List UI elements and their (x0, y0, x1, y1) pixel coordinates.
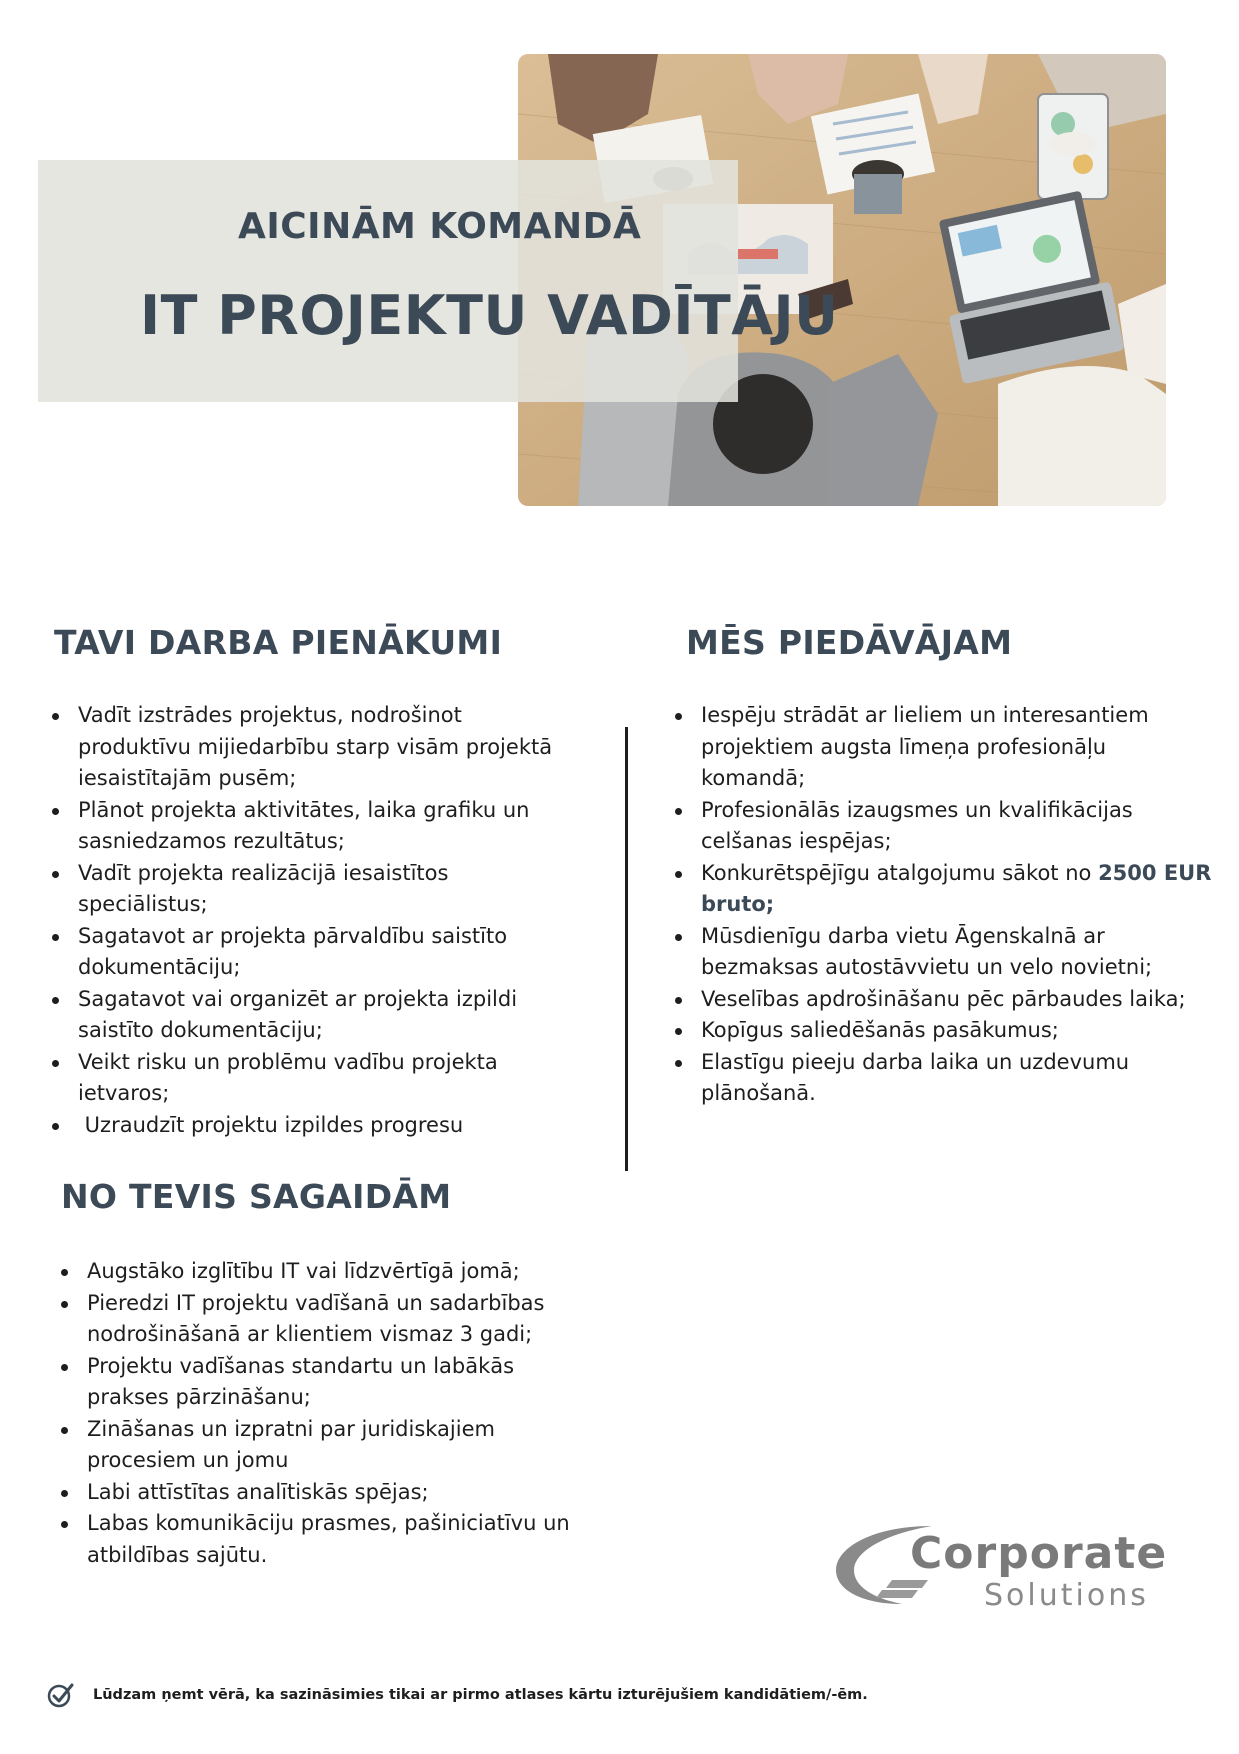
logo-word-solutions: Solutions (984, 1578, 1149, 1613)
list-item: Elastīgu pieeju darba laika un uzdevumu plānošanā. (673, 1047, 1213, 1110)
list-item: Labi attīstītas analītiskās spējas; (59, 1477, 589, 1509)
salary-prefix: Konkurētspējīgu atalgojumu sākot no (701, 860, 1099, 885)
logo-word-corporate: Corporate (910, 1528, 1168, 1579)
list-item: Iespēju strādāt ar lieliem un interesantiem projektiem augsta līmeņa profesionāļu komandā; (673, 700, 1213, 795)
list-item: Uzraudzīt projektu izpildes progresu (50, 1110, 580, 1142)
list-item: Pieredzi IT projektu vadīšanā un sadarbības nodrošināšanā ar klientiem vismaz 3 gadi; (59, 1288, 589, 1351)
list-item: Vadīt projekta realizācijā iesaistītos speciālistus; (50, 858, 580, 921)
column-divider (625, 727, 628, 1171)
list-item: Vadīt izstrādes projektus, nodrošinot produktīvu mijiedarbību starp visām projektā iesaistītajām pusēm; (50, 700, 580, 795)
list-item: Profesionālās izaugsmes un kvalifikācijas celšanas iespējas; (673, 795, 1213, 858)
requirements-heading: NO TEVIS SAGAIDĀM (61, 1177, 452, 1216)
list-item: Veselības apdrošināšanu pēc pārbaudes laika; (673, 984, 1213, 1016)
offer-list (673, 700, 1213, 1110)
list-item: Labas komunikāciju prasmes, pašiniciatīvu un atbildības sajūtu. (59, 1508, 589, 1571)
list-item: Plānot projekta aktivitātes, laika grafiku un sasniedzamos rezultātus; (50, 795, 580, 858)
list-item: Sagatavot ar projekta pārvaldību saistīto dokumentāciju; (50, 921, 580, 984)
check-circle-icon (46, 1680, 76, 1710)
footer-note: Lūdzam ņemt vērā, ka sazināsimies tikai ar pirmo atlases kārtu izturējušiem kandidātiem/-ēm. (93, 1687, 868, 1703)
list-item: Projektu vadīšanas standartu un labākās prakses pārzināšanu; (59, 1351, 589, 1414)
salary-amount: 2500 EUR bruto; (701, 860, 1212, 916)
offer-heading: MĒS PIEDĀVĀJAM (686, 623, 1013, 662)
requirements-list (59, 1256, 589, 1571)
title-band (38, 160, 738, 402)
list-item: Augstāko izglītību IT vai līdzvērtīgā jomā; (59, 1256, 589, 1288)
duties-heading: TAVI DARBA PIENĀKUMI (54, 623, 503, 662)
page-title: IT PROJEKTU VADĪTĀJU (140, 284, 839, 347)
list-item: Zināšanas un izpratni par juridiskajiem procesiem un jomu (59, 1414, 589, 1477)
list-item: Sagatavot vai organizēt ar projekta izpildi saistīto dokumentāciju; (50, 984, 580, 1047)
list-item: Mūsdienīgu darba vietu Āgenskalnā ar bezmaksas autostāvvietu un velo novietni; (673, 921, 1213, 984)
list-item-salary (673, 858, 1213, 921)
company-logo (832, 1518, 1172, 1618)
title-small: AICINĀM KOMANDĀ (238, 206, 642, 247)
list-item: Veikt risku un problēmu vadību projekta ietvaros; (50, 1047, 580, 1110)
list-item: Kopīgus saliedēšanās pasākumus; (673, 1015, 1213, 1047)
duties-list (50, 700, 580, 1141)
